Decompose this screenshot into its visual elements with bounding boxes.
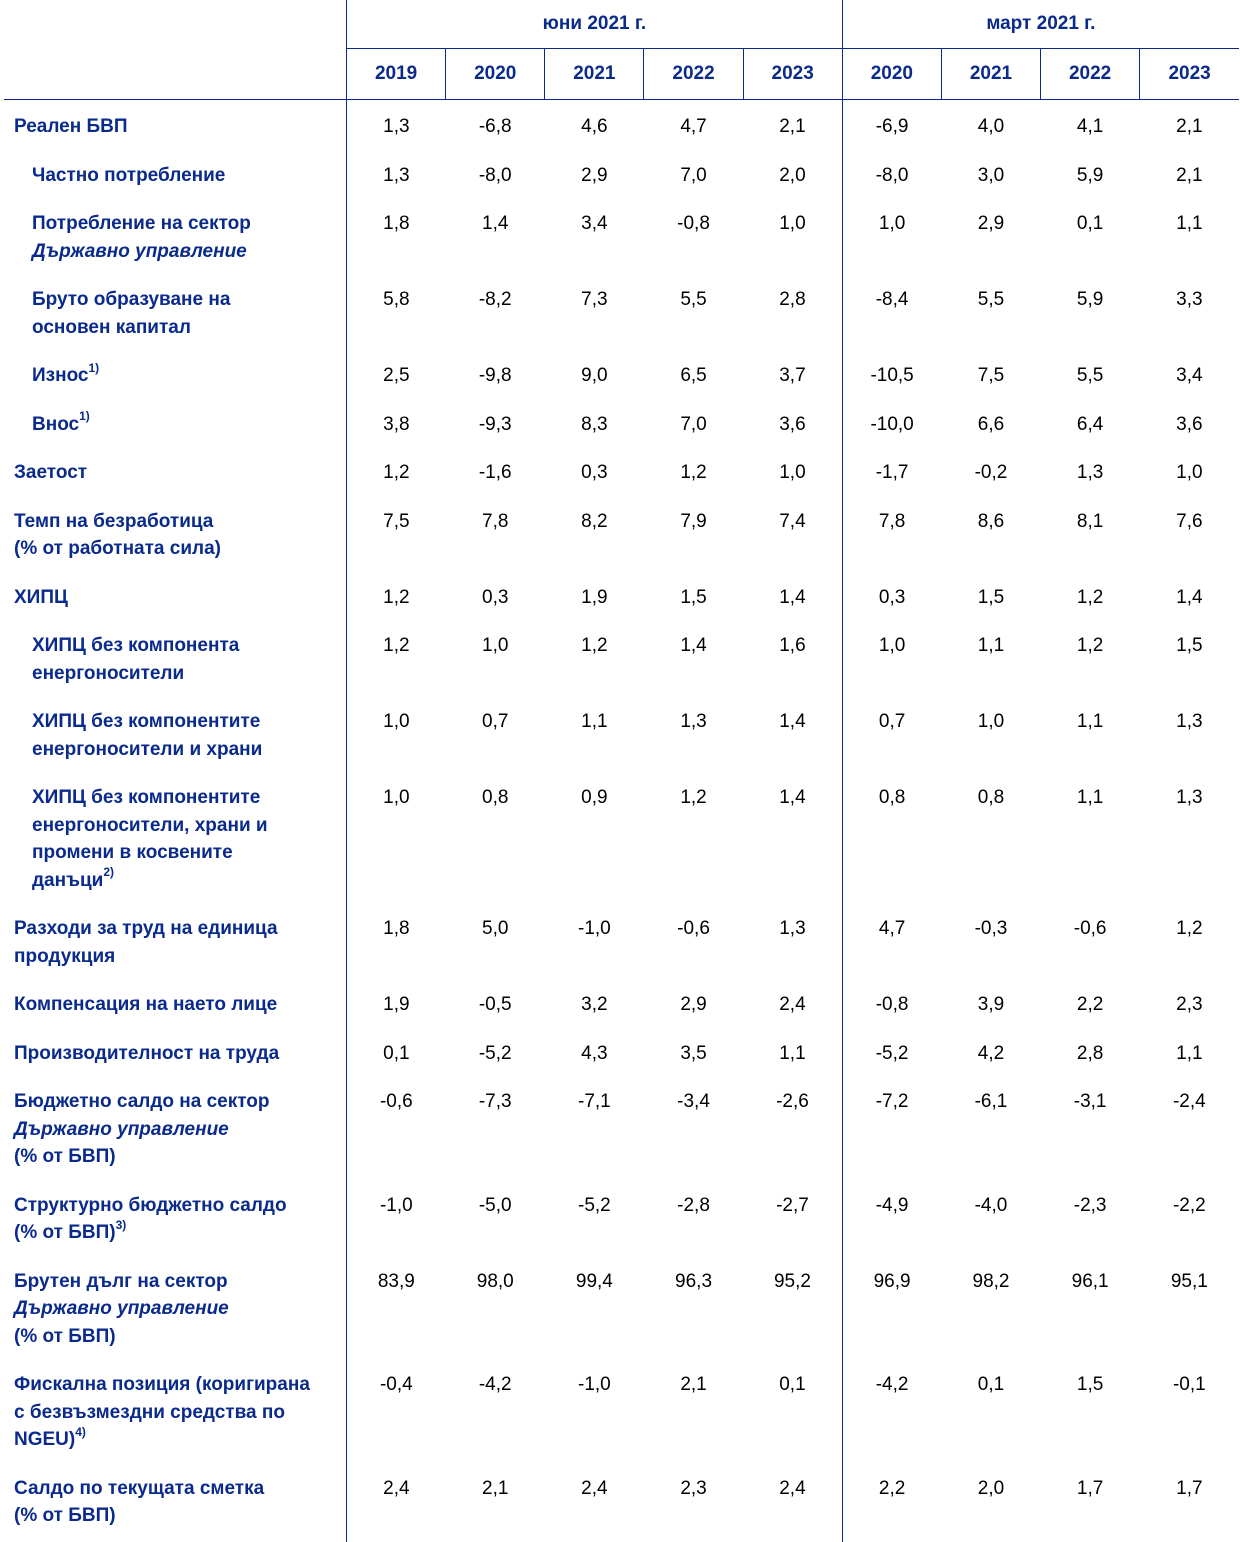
row-label [4, 902, 347, 978]
value-cell: 1,0 [347, 695, 446, 771]
row-label-text: продукция [14, 945, 116, 967]
value-cell: 1,0 [842, 197, 941, 273]
row-label-text: Фискална позиция (коригирана [14, 1374, 310, 1395]
header-blank [4, 49, 347, 100]
value-cell: 5,5 [1076, 365, 1104, 386]
value-cell: 1,7 [1176, 1477, 1203, 1499]
value-cell: 96,1 [1071, 1270, 1109, 1292]
row-label [4, 571, 347, 620]
value-cell: 0,7 [482, 711, 509, 732]
row-label-text: (% от БВП) [14, 1325, 116, 1347]
row-label [4, 273, 347, 349]
table-row [4, 571, 1239, 620]
year-header: 2022 [1041, 49, 1140, 100]
value-cell: 2,3 [1176, 994, 1203, 1015]
value-cell: 96,9 [842, 1255, 941, 1359]
value-cell: -6,1 [974, 1091, 1008, 1112]
row-label-text: енергоносители и храни [32, 738, 263, 760]
row-label-text: Износ [32, 365, 89, 386]
value-cell: -2,8 [677, 1194, 710, 1216]
row-label-text: Разходи за труд на единица [14, 918, 278, 939]
value-cell: -0,4 [347, 1358, 446, 1462]
value-cell: -4,9 [842, 1179, 941, 1255]
value-cell: 1,2 [680, 462, 707, 483]
table-row [4, 619, 1239, 695]
value-cell: 0,8 [977, 787, 1005, 808]
value-cell: -1,0 [578, 1374, 611, 1395]
row-label [4, 1075, 347, 1179]
footnote-marker: 4) [75, 1424, 86, 1439]
row-label [4, 495, 347, 571]
value-cell: 0,1 [1076, 213, 1104, 234]
value-cell: 0,3 [482, 586, 509, 608]
value-cell: 1,8 [347, 902, 446, 978]
value-cell: 7,5 [347, 495, 446, 571]
value-cell: -0,8 [677, 213, 710, 234]
table-row [4, 495, 1239, 571]
value-cell: 2,0 [977, 1477, 1005, 1499]
value-cell: 2,1 [1176, 164, 1203, 186]
value-cell: 7,0 [680, 413, 707, 435]
value-cell: 2,2 [1076, 994, 1104, 1015]
value-cell: 95,1 [1170, 1270, 1208, 1292]
value-cell: 3,6 [1176, 413, 1203, 435]
value-cell: 96,3 [675, 1270, 713, 1292]
table-row [4, 902, 1239, 978]
value-cell: 1,0 [482, 635, 509, 656]
value-cell: 2,4 [779, 1477, 806, 1499]
value-cell: 8,3 [581, 413, 608, 435]
value-cell: 1,2 [347, 571, 446, 620]
value-cell: 7,0 [680, 164, 707, 186]
value-cell: 1,3 [779, 918, 806, 939]
value-cell: 6,6 [977, 413, 1005, 435]
row-label [4, 695, 347, 771]
row-label-text: ХИПЦ без компонентите [32, 711, 261, 732]
year-header: 2023 [1140, 49, 1239, 100]
value-cell: 2,4 [779, 994, 806, 1015]
year-header: 2023 [743, 49, 842, 100]
value-cell: 0,3 [842, 571, 941, 620]
value-cell: 1,5 [977, 586, 1005, 608]
table-row [4, 1179, 1239, 1255]
row-label-text: основен капитал [32, 316, 191, 338]
value-cell: 1,4 [482, 213, 509, 234]
value-cell: -2,2 [1172, 1194, 1206, 1216]
value-cell: 4,0 [977, 116, 1005, 137]
row-label-text: ХИПЦ без компонента [32, 635, 240, 656]
table-row [4, 1462, 1239, 1542]
value-cell: 2,0 [779, 164, 806, 186]
value-cell: 4,6 [581, 116, 608, 137]
row-label [4, 771, 347, 902]
row-label-text: Темп на безработица [14, 510, 214, 532]
value-cell: -0,1 [1172, 1374, 1206, 1395]
value-cell: 1,2 [347, 446, 446, 495]
table-row [4, 149, 1239, 198]
value-cell: 6,5 [680, 365, 707, 386]
value-cell: -1,7 [842, 446, 941, 495]
group-march-header: март 2021 г. [842, 0, 1239, 49]
value-cell: 2,9 [680, 994, 707, 1015]
value-cell: -0,6 [677, 918, 710, 939]
value-cell: -7,1 [578, 1091, 611, 1112]
value-cell: 0,1 [347, 1027, 446, 1076]
value-cell: -6,8 [478, 116, 512, 137]
value-cell: -4,2 [842, 1358, 941, 1462]
value-cell: 3,4 [581, 213, 608, 234]
value-cell: -5,2 [842, 1027, 941, 1076]
value-cell: 3,2 [581, 994, 608, 1015]
row-label [4, 1462, 347, 1542]
value-cell: -0,3 [974, 918, 1008, 939]
footnote-marker: 2) [103, 865, 114, 880]
table-row [4, 100, 1239, 149]
value-cell: 7,4 [779, 510, 806, 532]
year-header-row [4, 49, 1239, 100]
value-cell: 0,1 [779, 1374, 806, 1395]
value-cell: -10,5 [842, 349, 941, 398]
row-label-text: ХИПЦ [14, 586, 68, 608]
value-cell: -5,0 [478, 1194, 512, 1216]
row-label-text: Държавно управление [14, 1298, 229, 1319]
value-cell: -8,0 [478, 164, 512, 186]
table-row [4, 1075, 1239, 1179]
row-label-text: (% от БВП) [14, 1222, 116, 1243]
table-body [4, 100, 1239, 1542]
footnote-marker: 1) [88, 360, 100, 375]
row-label-text: Потребление на сектор [32, 213, 251, 234]
row-label-text: Държавно управление [32, 240, 247, 262]
row-label-text: Частно потребление [32, 164, 226, 186]
row-label-text: Заетост [14, 462, 88, 483]
value-cell: 0,8 [842, 771, 941, 902]
value-cell: 7,9 [680, 510, 707, 532]
row-label-text: Салдо по текущата сметка [14, 1477, 265, 1499]
table-row [4, 349, 1239, 398]
row-label [4, 349, 347, 398]
value-cell: 4,7 [680, 116, 707, 137]
value-cell: -7,3 [478, 1091, 512, 1112]
value-cell: 1,0 [842, 619, 941, 695]
value-cell: 1,4 [680, 635, 707, 656]
value-cell: 1,3 [1176, 787, 1203, 808]
value-cell: -1,0 [347, 1179, 446, 1255]
row-label-text: енергоносители, храни и [32, 814, 268, 836]
year-header: 2021 [545, 49, 644, 100]
value-cell: -9,8 [478, 365, 512, 386]
value-cell: -0,5 [478, 994, 512, 1015]
row-label-text: данъци [32, 869, 104, 891]
row-label-text: (% от работната сила) [14, 538, 221, 559]
value-cell: -8,0 [842, 149, 941, 198]
row-label [4, 100, 347, 149]
value-cell: -8,2 [478, 289, 512, 310]
row-label [4, 149, 347, 198]
value-cell: 2,8 [779, 289, 806, 310]
table-row [4, 1027, 1239, 1076]
value-cell: -6,9 [842, 100, 941, 149]
year-header: 2021 [941, 49, 1040, 100]
value-cell: 8,1 [1076, 510, 1104, 532]
value-cell: 4,2 [977, 1042, 1005, 1064]
value-cell: 1,1 [779, 1042, 806, 1064]
value-cell: 0,9 [581, 787, 608, 808]
table-row [4, 273, 1239, 349]
value-cell: 1,5 [1176, 635, 1203, 656]
value-cell: 5,5 [680, 289, 707, 310]
value-cell: 1,1 [581, 711, 608, 732]
value-cell: 2,1 [779, 116, 806, 137]
value-cell: 2,5 [347, 349, 446, 398]
row-label-text: NGEU) [14, 1429, 76, 1450]
value-cell: 0,3 [581, 462, 608, 483]
value-cell: -9,3 [478, 413, 512, 435]
value-cell: 1,0 [977, 711, 1005, 732]
projections-table-wrapper [4, 0, 1239, 1542]
row-label-text: с безвъзмездни средства по [14, 1401, 285, 1423]
value-cell: 5,8 [347, 273, 446, 349]
value-cell: 1,3 [1176, 711, 1203, 732]
value-cell: 1,0 [779, 462, 806, 483]
value-cell: 9,0 [581, 365, 608, 386]
value-cell: 1,2 [680, 787, 707, 808]
value-cell: 4,1 [1076, 116, 1104, 137]
group-header-row [4, 0, 1239, 49]
value-cell: 3,7 [779, 365, 806, 386]
row-label-text: промени в косвените [32, 842, 233, 863]
value-cell: 6,4 [1076, 413, 1104, 435]
value-cell: 2,1 [1176, 116, 1203, 137]
value-cell: 1,1 [1176, 213, 1203, 234]
table-row [4, 1255, 1239, 1359]
footnote-marker: 3) [115, 1217, 127, 1232]
row-label [4, 1179, 347, 1255]
group-june-header: юни 2021 г. [347, 0, 843, 49]
value-cell: 1,3 [680, 711, 707, 732]
value-cell: 1,8 [347, 197, 446, 273]
value-cell: 2,3 [680, 1477, 707, 1499]
row-label [4, 1027, 347, 1076]
value-cell: 2,2 [842, 1462, 941, 1542]
header-blank [4, 0, 347, 49]
value-cell: -2,4 [1172, 1091, 1206, 1112]
row-label-text: Производителност на труда [14, 1042, 280, 1064]
value-cell: 3,6 [779, 413, 806, 435]
value-cell: 1,9 [581, 586, 608, 608]
value-cell: 3,5 [680, 1042, 707, 1064]
value-cell: 5,9 [1076, 289, 1104, 310]
year-header: 2022 [644, 49, 743, 100]
value-cell: 0,8 [482, 787, 509, 808]
value-cell: 1,1 [977, 635, 1005, 656]
value-cell: 1,0 [1176, 462, 1203, 483]
value-cell: 1,4 [779, 787, 806, 808]
table-row [4, 978, 1239, 1027]
value-cell: 95,2 [773, 1270, 811, 1292]
table-row [4, 771, 1239, 902]
row-label [4, 446, 347, 495]
value-cell: 2,4 [347, 1462, 446, 1542]
value-cell: 1,5 [1076, 1374, 1104, 1395]
value-cell: -5,2 [478, 1042, 512, 1064]
row-label-text: (% от БВП) [14, 1146, 116, 1167]
value-cell: -10,0 [842, 398, 941, 447]
value-cell: 1,5 [680, 586, 707, 608]
value-cell: 2,8 [1076, 1042, 1104, 1064]
value-cell: 0,1 [977, 1374, 1005, 1395]
value-cell: 8,2 [581, 510, 608, 532]
value-cell: 7,8 [482, 510, 509, 532]
value-cell: 98,0 [476, 1270, 514, 1292]
value-cell: 1,4 [779, 711, 806, 732]
value-cell: 5,5 [977, 289, 1005, 310]
row-label-text: Бюджетно салдо на сектор [14, 1091, 270, 1112]
value-cell: -0,8 [842, 978, 941, 1027]
value-cell: 1,3 [1076, 462, 1104, 483]
value-cell: 1,3 [347, 100, 446, 149]
value-cell: 1,6 [779, 635, 806, 656]
row-label [4, 197, 347, 273]
value-cell: -0,6 [347, 1075, 446, 1179]
value-cell: 3,0 [977, 164, 1005, 186]
value-cell: -0,6 [1073, 918, 1107, 939]
row-label-text: Внос [32, 413, 80, 435]
value-cell: 1,3 [347, 149, 446, 198]
row-label [4, 978, 347, 1027]
row-label [4, 398, 347, 447]
value-cell: 3,4 [1176, 365, 1203, 386]
value-cell: 3,8 [347, 398, 446, 447]
table-row [4, 695, 1239, 771]
row-label-text: (% от БВП) [14, 1505, 116, 1526]
value-cell: -5,2 [578, 1194, 611, 1216]
value-cell: -1,6 [478, 462, 512, 483]
row-label-text: Брутен дълг на сектор [14, 1270, 228, 1292]
value-cell: 7,8 [842, 495, 941, 571]
value-cell: 1,2 [581, 635, 608, 656]
row-label-text: Държавно управление [14, 1118, 229, 1140]
value-cell: 1,7 [1076, 1477, 1104, 1499]
table-row [4, 197, 1239, 273]
value-cell: 1,0 [779, 213, 806, 234]
value-cell: 1,2 [1076, 586, 1104, 608]
year-header: 2019 [347, 49, 446, 100]
row-label [4, 1358, 347, 1462]
value-cell: 99,4 [575, 1270, 613, 1292]
value-cell: 1,0 [347, 771, 446, 902]
value-cell: 8,6 [977, 510, 1005, 532]
value-cell: 1,1 [1076, 711, 1104, 732]
value-cell: -0,2 [974, 462, 1008, 483]
year-header: 2020 [842, 49, 941, 100]
value-cell: -2,7 [776, 1194, 809, 1216]
row-label-text: Реален БВП [14, 116, 128, 137]
value-cell: 7,6 [1176, 510, 1203, 532]
value-cell: 3,9 [977, 994, 1005, 1015]
year-header: 2020 [446, 49, 545, 100]
table-row [4, 1358, 1239, 1462]
row-label [4, 1255, 347, 1359]
row-label [4, 619, 347, 695]
value-cell: -1,0 [578, 918, 611, 939]
value-cell: 98,2 [972, 1270, 1010, 1292]
value-cell: -3,1 [1073, 1091, 1107, 1112]
value-cell: -2,6 [776, 1091, 809, 1112]
value-cell: 4,3 [581, 1042, 608, 1064]
value-cell: 1,2 [347, 619, 446, 695]
value-cell: 2,1 [482, 1477, 509, 1499]
value-cell: -4,0 [974, 1194, 1008, 1216]
value-cell: 2,1 [680, 1374, 707, 1395]
value-cell: 1,4 [1176, 586, 1203, 608]
value-cell: -4,2 [478, 1374, 512, 1395]
value-cell: 2,9 [977, 213, 1005, 234]
value-cell: 7,3 [581, 289, 608, 310]
value-cell: 0,7 [842, 695, 941, 771]
value-cell: 2,9 [581, 164, 608, 186]
value-cell: 5,0 [482, 918, 509, 939]
value-cell: -7,2 [842, 1075, 941, 1179]
row-label-text: Бруто образуване на [32, 289, 231, 310]
table-row [4, 446, 1239, 495]
value-cell: 5,9 [1076, 164, 1104, 186]
row-label-text: Структурно бюджетно салдо [14, 1194, 287, 1216]
value-cell: 7,5 [977, 365, 1005, 386]
value-cell: 3,3 [1176, 289, 1203, 310]
value-cell: -8,4 [842, 273, 941, 349]
value-cell: 1,2 [1076, 635, 1104, 656]
row-label-text: ХИПЦ без компонентите [32, 787, 261, 808]
value-cell: 4,7 [842, 902, 941, 978]
value-cell: 1,1 [1176, 1042, 1203, 1064]
value-cell: -3,4 [677, 1091, 710, 1112]
projections-table [4, 0, 1239, 1542]
value-cell: 83,9 [347, 1255, 446, 1359]
table-row [4, 398, 1239, 447]
value-cell: 2,4 [581, 1477, 608, 1499]
footnote-marker: 1) [79, 409, 90, 424]
row-label-text: Компенсация на наето лице [14, 994, 278, 1015]
value-cell: -2,3 [1073, 1194, 1107, 1216]
value-cell: 1,4 [779, 586, 806, 608]
value-cell: 1,2 [1176, 918, 1203, 939]
value-cell: 1,9 [347, 978, 446, 1027]
row-label-text: енергоносители [32, 662, 185, 684]
value-cell: 1,1 [1076, 787, 1104, 808]
